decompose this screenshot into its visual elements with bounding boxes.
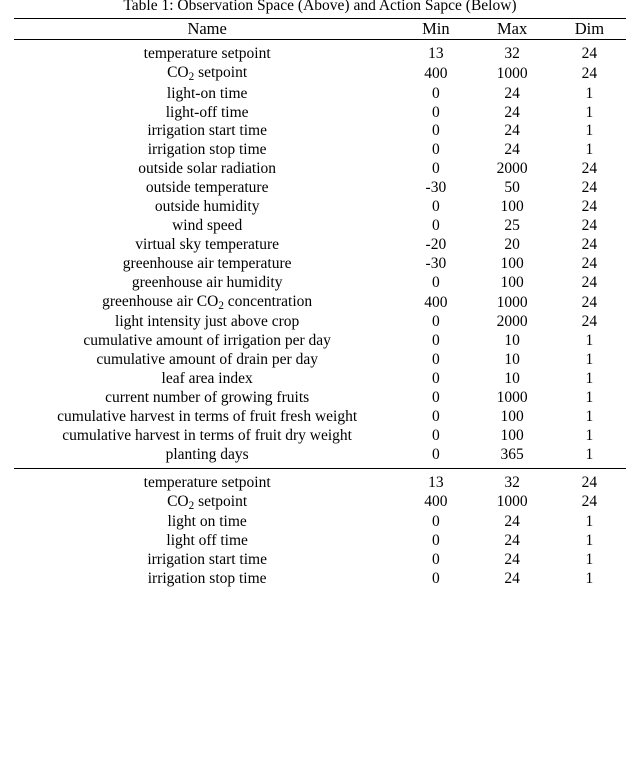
cell-name: temperature setpoint [143, 45, 271, 63]
cell-name: light intensity just above crop [115, 313, 300, 331]
cell-dim: 24 [581, 45, 598, 63]
cell-name: irrigation start time [147, 551, 267, 569]
table-row [14, 85, 626, 104]
cell-dim: 24 [581, 473, 598, 491]
cell-dim: 1 [585, 388, 594, 406]
cell-max: 20 [504, 235, 520, 253]
observation-action-table [14, 18, 626, 589]
cell-name: cumulative harvest in terms of fruit dry weight [62, 426, 352, 444]
cell-min: 0 [432, 388, 440, 406]
table-header-row [14, 19, 626, 40]
cell-max: 10 [504, 370, 520, 388]
cell-name: outside temperature [145, 179, 269, 197]
cell-dim: 1 [585, 84, 594, 102]
table-row [14, 255, 626, 274]
cell-min: 0 [432, 198, 440, 216]
cell-min: 0 [432, 513, 440, 531]
cell-max: 24 [504, 141, 520, 159]
cell-name: irrigation stop time [147, 569, 267, 587]
cell-dim: 1 [585, 122, 594, 140]
cell-dim: 1 [585, 551, 594, 569]
cell-min: 13 [428, 45, 444, 63]
table-row [14, 313, 626, 332]
cell-max: 24 [504, 84, 520, 102]
cell-name: light-on time [166, 84, 248, 102]
cell-name: wind speed [172, 217, 243, 235]
cell-dim: 24 [581, 235, 598, 253]
cell-name: light on time [167, 513, 247, 531]
table-row [14, 551, 626, 570]
cell-name: leaf area index [161, 370, 253, 388]
cell-dim: 24 [581, 64, 598, 82]
cell-name: outside humidity [154, 198, 260, 216]
cell-name: virtual sky temperature [135, 235, 280, 253]
table-row [14, 64, 626, 85]
cell-min: 0 [432, 407, 440, 425]
cell-dim: 24 [581, 493, 598, 511]
cell-min: -20 [425, 235, 447, 253]
table-row [14, 513, 626, 532]
cell-max: 25 [504, 217, 520, 235]
cell-min: 400 [424, 493, 448, 511]
table-row [14, 198, 626, 217]
cell-dim: 24 [581, 293, 598, 311]
cell-dim: 24 [581, 313, 598, 331]
cell-min: 0 [432, 84, 440, 102]
table-row [14, 104, 626, 123]
column-header-dim: Dim [574, 19, 605, 39]
cell-dim: 24 [581, 254, 598, 272]
cell-name: greenhouse air temperature [122, 254, 292, 272]
cell-min: 0 [432, 141, 440, 159]
cell-dim: 1 [585, 569, 594, 587]
cell-max: 1000 [496, 493, 528, 511]
cell-dim: 1 [585, 445, 594, 463]
cell-min: 0 [432, 351, 440, 369]
cell-dim: 1 [585, 141, 594, 159]
cell-max: 10 [504, 332, 520, 350]
cell-max: 24 [504, 551, 520, 569]
cell-dim: 1 [585, 103, 594, 121]
cell-min: -30 [425, 254, 447, 272]
cell-dim: 24 [581, 273, 598, 291]
table-row [14, 141, 626, 160]
cell-name: irrigation start time [147, 122, 267, 140]
cell-dim: 1 [585, 351, 594, 369]
column-header-name: Name [187, 19, 227, 39]
cell-max: 1000 [496, 388, 528, 406]
cell-min: 400 [424, 64, 448, 82]
table-row [14, 332, 626, 351]
table-row [14, 179, 626, 198]
table-body [14, 19, 626, 589]
cell-min: -30 [425, 179, 447, 197]
table-row [14, 427, 626, 446]
table-row [14, 446, 626, 465]
cell-min: 0 [432, 370, 440, 388]
table-row [14, 160, 626, 179]
table-row [14, 217, 626, 236]
cell-min: 0 [432, 273, 440, 291]
cell-min: 0 [432, 160, 440, 178]
cell-min: 0 [432, 332, 440, 350]
cell-min: 0 [432, 122, 440, 140]
table-row [14, 474, 626, 493]
cell-min: 0 [432, 217, 440, 235]
cell-min: 0 [432, 532, 440, 550]
cell-dim: 24 [581, 179, 598, 197]
cell-name: outside solar radiation [138, 160, 277, 178]
table-row [14, 408, 626, 427]
cell-max: 32 [504, 45, 520, 63]
cell-max: 100 [500, 273, 524, 291]
table-row [14, 274, 626, 293]
cell-max: 2000 [496, 160, 528, 178]
cell-name: irrigation stop time [147, 141, 267, 159]
cell-max: 100 [500, 426, 524, 444]
cell-name: light-off time [165, 103, 249, 121]
cell-dim: 24 [581, 198, 598, 216]
cell-dim: 1 [585, 426, 594, 444]
cell-max: 10 [504, 351, 520, 369]
column-header-min: Min [422, 19, 450, 39]
cell-min: 13 [428, 473, 444, 491]
cell-max: 24 [504, 513, 520, 531]
cell-max: 1000 [496, 64, 528, 82]
column-header-max: Max [496, 19, 528, 39]
cell-dim: 1 [585, 513, 594, 531]
table-row [14, 236, 626, 255]
cell-min: 0 [432, 103, 440, 121]
cell-name: planting days [165, 445, 249, 463]
cell-min: 0 [432, 426, 440, 444]
cell-dim: 1 [585, 370, 594, 388]
cell-max: 2000 [496, 313, 528, 331]
cell-max: 32 [504, 473, 520, 491]
cell-name: $CO_2$ setpoint [167, 63, 248, 84]
table-row [14, 389, 626, 408]
cell-name: greenhouse air $CO_2$ concentration [102, 292, 313, 312]
cell-dim: 24 [581, 217, 598, 235]
cell-name: cumulative harvest in terms of fruit fresh weight [57, 407, 358, 425]
cell-min: 0 [432, 313, 440, 331]
cell-min: 0 [432, 445, 440, 463]
table-caption: Table 1: Observation Space (Above) and Action Sapce (Below) [123, 0, 517, 14]
cell-max: 100 [500, 198, 524, 216]
cell-name: $CO_2$ setpoint [167, 492, 248, 512]
cell-max: 24 [504, 532, 520, 550]
table-row [14, 532, 626, 551]
cell-name: cumulative amount of drain per day [96, 351, 318, 369]
cell-dim: 1 [585, 532, 594, 550]
cell-dim: 1 [585, 407, 594, 425]
cell-name: greenhouse air humidity [131, 273, 283, 291]
cell-max: 100 [500, 254, 524, 272]
cell-max: 24 [504, 103, 520, 121]
cell-min: 400 [424, 293, 448, 311]
cell-name: current number of growing fruits [105, 388, 310, 406]
cell-name: temperature setpoint [143, 473, 271, 491]
table-row [14, 570, 626, 589]
cell-dim: 1 [585, 332, 594, 350]
cell-max: 1000 [496, 293, 528, 311]
table-row [14, 493, 626, 514]
cell-max: 100 [500, 407, 524, 425]
table-row [14, 122, 626, 141]
table-row [14, 45, 626, 64]
cell-dim: 24 [581, 160, 598, 178]
cell-max: 365 [500, 445, 524, 463]
cell-name: cumulative amount of irrigation per day [83, 332, 331, 350]
cell-min: 0 [432, 569, 440, 587]
cell-min: 0 [432, 551, 440, 569]
cell-max: 24 [504, 122, 520, 140]
table-row [14, 351, 626, 370]
cell-max: 24 [504, 569, 520, 587]
cell-name: light off time [166, 532, 248, 550]
table-row [14, 293, 626, 314]
cell-max: 50 [504, 179, 520, 197]
table-row [14, 370, 626, 389]
